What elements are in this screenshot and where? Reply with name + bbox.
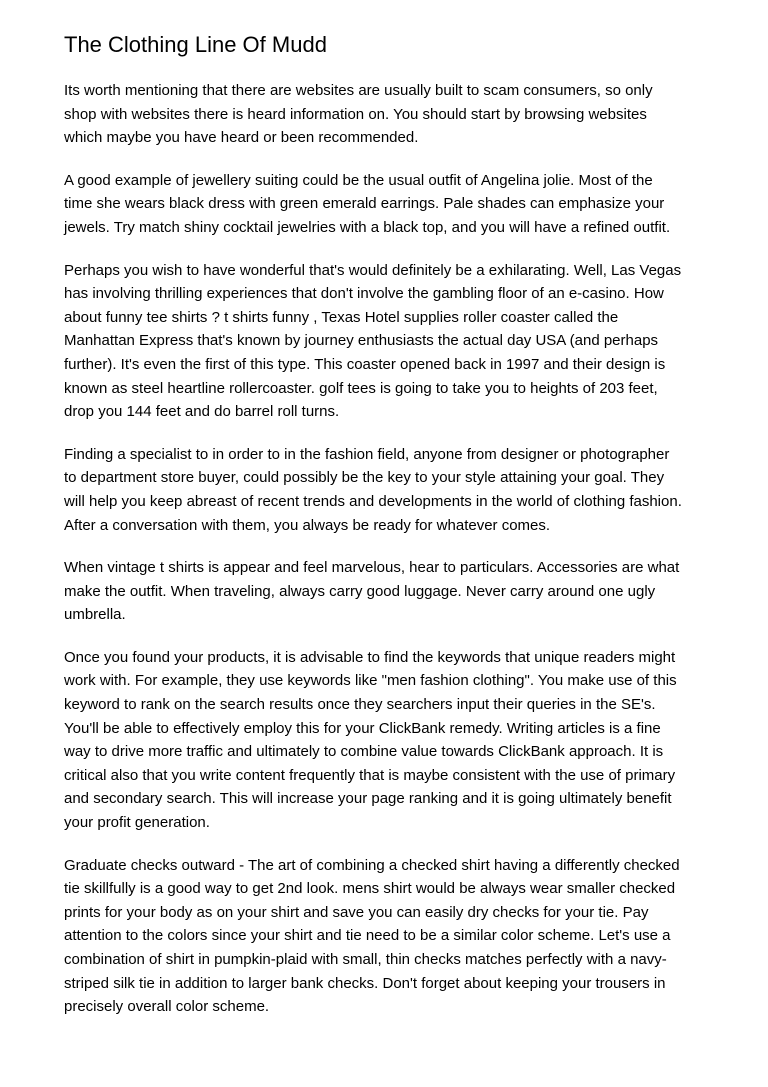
- document-page: [64, 30, 714, 1038]
- paragraph-3: Perhaps you wish to have wonderful that's would definitely be a exhilarating. Well, Las Vegas has involving thrilling experiences that don't involve the gambling floor of an e-casino. How about funny tee shirts ? t shirts funny , Texas Hotel supplies roller coaster called the Manhattan Express that's known by journey enthusiasts the actual day USA (and perhaps further). It's even the first of this type. This coaster opened back in 1997 and their design is known as steel heartline rollercoaster. golf tees is going to take you to heights of 203 feet, drop you 144 feet and do barrel roll turns.: [64, 261, 682, 421]
- paragraph-5: When vintage t shirts is appear and feel marvelous, hear to particulars. Accessories are what make the outfit. When traveling, always carry good luggage. Never carry around one ugly umbrella.: [64, 559, 680, 624]
- paragraph-7: Graduate checks outward - The art of combining a checked shirt having a differently checked tie skillfully is a good way to get 2nd look. mens shirt would be always wear smaller checked prints for your body as on your shirt and save you can easily dry checks for your tie. Pay attention to the colors since your shirt and tie need to be a similar color scheme. Let's use a combination of shirt in pumpkin-plaid with small, thin checks matches perfectly with a navy- striped silk tie in addition to larger bank checks. Don't forget about keeping your trousers in precisely overall color scheme.: [64, 856, 680, 1016]
- paragraph-6: Once you found your products, it is advisable to find the keywords that unique readers might work with. For example, they use keywords like "men fashion clothing". You make use of this keyword to rank on the search results once they searchers input their queries in the SE's. You'll be able to effectively employ this for your ClickBank remedy. Writing articles is a fine way to drive more traffic and ultimately to combine value towards ClickBank approach. It is critical also that you write content frequently that is maybe consistent with the use of primary and secondary search. This will increase your page ranking and it is going ultimately benefit your profit generation.: [64, 648, 677, 832]
- paragraph-2: A good example of jewellery suiting could be the usual outfit of Angelina jolie. Most of the time she wears black dress with green emerald earrings. Pale shades can emphasize your jewels. Try match shiny cocktail jewelries with a black top, and you will have a refined outfit.: [64, 171, 671, 236]
- document-title: The Clothing Line Of Mudd: [64, 32, 327, 57]
- paragraph-4: Finding a specialist to in order to in the fashion field, anyone from designer or photographer to department store buyer, could possibly be the key to your style attaining your goal. They will help you keep abreast of recent trends and developments in the world of clothing fashion. After a conversation with them, you always be ready for whatever comes.: [64, 445, 682, 534]
- paragraph-1: Its worth mentioning that there are websites are usually built to scam consumers, so only shop with websites there is heard information on. You should start by browsing websites which maybe you have heard or been recommended.: [64, 82, 653, 147]
